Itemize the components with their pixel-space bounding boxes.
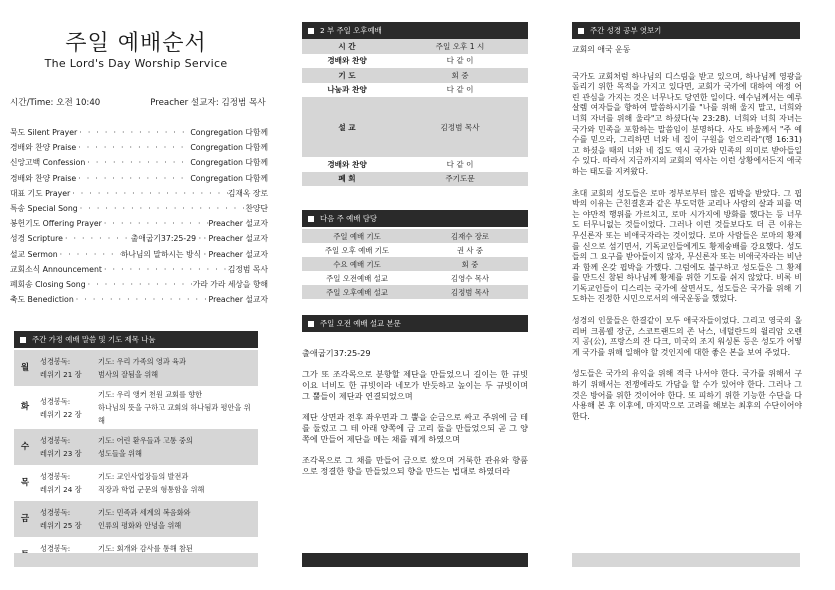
order-item-name: 대표 기도 Prayer (10, 188, 71, 198)
square-bullet-icon (578, 28, 584, 34)
prayer-line: 직장과 학업 군문의 형통함을 위해 (98, 485, 205, 494)
duty-role: 주일 오후예배 설교 (302, 285, 412, 299)
service-leader: 다 같 이 (446, 56, 474, 66)
square-bullet-icon (308, 28, 314, 34)
next-week-row (302, 229, 528, 243)
leader-dots (77, 128, 190, 137)
order-item-leader: Congregation 다함께 (190, 173, 268, 183)
service-part: 시 간 (302, 39, 392, 54)
service-leader: 다 같 이 (446, 159, 474, 169)
prayer-line: 기도: 교인사업장들의 발전과 (98, 472, 189, 481)
order-item-name: 폐회송 Closing Song (10, 279, 86, 289)
reading-label: 성경봉독: (40, 396, 71, 406)
order-item-leader: Preacher 설교자 (208, 219, 268, 229)
devotion-heading (14, 331, 258, 348)
square-bullet-icon (308, 321, 314, 327)
leader-dots (76, 143, 190, 152)
devotion-day: 수 (14, 429, 36, 465)
devotion-reading (36, 350, 94, 386)
order-item-leader: 김정범 목사 (227, 264, 268, 274)
leader-dots (70, 189, 228, 198)
evening-service-heading-text: 2 부 주일 오후예배 (320, 26, 382, 35)
order-item-name: 특송 Special Song (10, 204, 78, 214)
service-leader: 주일 오후 1 시 (392, 39, 528, 54)
worship-order-item (10, 216, 268, 231)
bible-study-heading (572, 22, 800, 39)
study-paragraph: 국가도 교회처럼 하나님의 디스림을 받고 있으며, 하나님께 영광을 돌리기 위한 목적을 가지고 있다면, 교회가 국가에 대하여 애정 어린 관심을 가지는 것은 너무나도 당연한 일이다. 예수님께서는 예루살렘 여자들을 향하여 말씀하시기를 "나를 위해 울지 말고, 너희와 너희 자녀를 위해 울라"고 하셨다(눅 23:28). 너희와 너희 자녀는 국가와 민족을 포함하는 말씀임이 분명하다. 사도 바울께서 "주 예수를 믿으라, 그리하면 너와 네 집이 구원을 얻으리라"(행 16:31)고 하셨을 때의 너와 네 집도 역시 국가와 민족의 의미로 받아들일 수 있다. 따라서 지금까지의 교회의 역사는 이런 상황에서든지 애국하는 태도를 지켜왔다. (572, 71, 802, 176)
leader-dots (58, 250, 121, 259)
service-leader: 다 같 이 (446, 85, 474, 95)
leader-dots (102, 265, 228, 274)
worship-order-item (10, 292, 268, 307)
devotion-row (14, 501, 258, 537)
reading-label: 성경봉독: (40, 544, 71, 553)
square-bullet-icon (20, 337, 26, 343)
evening-service-row (302, 54, 528, 69)
prayer-line: 하나님의 뜻을 구하고 교회의 하나됨과 평안을 위해 (98, 403, 251, 425)
next-week-row (302, 257, 528, 271)
worship-order-list (10, 125, 268, 307)
order-item-name: 성경 Scripture (10, 234, 63, 244)
next-week-row (302, 271, 528, 285)
service-part: 기 도 (302, 68, 392, 83)
reading-label: 성경봉독: (40, 357, 71, 366)
sermon-paragraph: 제단 상면과 전후 좌우면과 그 뿔을 순금으로 싸고 주위에 금 테를 둘렀고 그 테 아래 양쪽에 금 고리 둘을 만들었으되 곧 그 양쪽에 만들어 제단을 메는 채를 꿰게 하였으며 (302, 412, 528, 444)
service-part: 나눔과 찬양 (327, 85, 367, 95)
service-leader: 김정범 목사 (392, 97, 528, 157)
order-item-name: 신앙고백 Confession (10, 158, 86, 168)
duty-person: 김정범 목사 (412, 285, 528, 299)
evening-service-row (302, 172, 528, 187)
worship-order-item (10, 201, 268, 216)
prayer-line: 기도: 민족과 세계의 복음화와 (98, 508, 191, 517)
prayer-line: 기도: 회개와 감사를 통해 참된 (98, 544, 193, 553)
evening-service-row (302, 97, 528, 157)
leader-dots (63, 234, 131, 243)
sermon-paragraph: 조각목으로 그 채를 만들어 금으로 쌌으며 거룩한 관유와 향품으로 정결한 향을 만들었으되 향을 만드는 법대로 하였더라 (302, 455, 528, 476)
next-week-table (302, 229, 528, 299)
worship-order-item (10, 125, 268, 140)
worship-order-item (10, 155, 268, 170)
prayer-line: 기도: 우리 앵커 천원 교회를 향한 (98, 390, 203, 399)
reading-passage: 레위기 21 장 (40, 370, 82, 379)
preacher-name: Preacher 설교자: 김정범 목사 (150, 98, 266, 108)
evening-service-table (302, 39, 528, 186)
devotion-reading (36, 386, 94, 429)
service-time-line (10, 96, 268, 108)
order-item-name: 설교 Sermon (10, 249, 58, 259)
devotion-heading-text: 주간 가정 예배 말씀 및 기도 제목 나눔 (32, 335, 156, 344)
prayer-line: 기도: 어린 환우들과 고통 중의 (98, 436, 193, 445)
leader-dots (74, 295, 209, 304)
worship-order-item (10, 247, 268, 262)
duty-role: 주일 오전예배 설교 (326, 273, 388, 283)
duty-role: 주일 오후 예배 기도 (324, 245, 390, 255)
duty-person: 회 중 (412, 257, 528, 271)
evening-service-row (302, 68, 528, 83)
order-item-leader: Congregation 다함께 (190, 143, 268, 153)
order-item-name: 교회소식 Announcement (10, 264, 102, 274)
study-paragraph: 성도들은 국가의 유익을 위해 적극 나서야 한다. 국가를 위해서 구하기 위해서는 전쟁에라도 가담을 할 수가 있어야 한다. 그러나 그것은 방어를 위한 것이어야 한다. 또 피하기 위한 기능한 수단을 다 사용해 본 후 이후에, 마지막으로 고려를 해보는 최후의 수단이어야 한다. (572, 369, 802, 421)
devotion-day: 금 (14, 501, 36, 537)
leader-dots (86, 280, 193, 289)
service-part: 경배와 찬양 (327, 159, 367, 169)
worship-order-item (10, 231, 268, 246)
devotion-day: 목 (20, 477, 30, 488)
page-subtitle: The Lord's Day Worship Service (44, 57, 228, 70)
order-item-name: 경배와 찬양 Praise (10, 173, 77, 183)
prayer-line: 인류의 평화와 안녕을 위해 (98, 521, 182, 530)
service-part: 폐 회 (302, 172, 392, 187)
devotion-prayer (94, 429, 258, 465)
duty-person: 김재수 장로 (412, 229, 528, 243)
devotion-row (14, 386, 258, 429)
study-topic: 교회의 애국 운동 (572, 45, 631, 54)
devotion-prayer (94, 465, 258, 501)
devotion-prayer (94, 386, 258, 429)
worship-order-item (10, 171, 268, 186)
evening-service-heading (302, 22, 528, 39)
order-item-leader: 가라 가라 세상을 향해 (192, 279, 268, 289)
order-item-leader: 찬양단 (245, 204, 268, 214)
sermon-paragraph: 그가 또 조각목으로 분향할 제단을 만들었으니 길이는 한 규빗이요 너비도 한 규빗이라 네모가 반듯하고 높이는 두 규빗이며 그 뿔들이 제단과 연결되었으며 (302, 369, 528, 401)
worship-order-item (10, 186, 268, 201)
next-week-heading-text: 다음 주 예배 담당 (320, 214, 378, 223)
duty-person: 김영수 목사 (450, 273, 490, 283)
reading-passage: 레위기 22 장 (40, 409, 82, 419)
order-item-leader: Congregation 다함께 (190, 158, 268, 168)
service-part: 경배와 찬양 (327, 56, 367, 66)
prayer-line: 성도들을 위해 (98, 449, 142, 458)
leader-dots (85, 158, 190, 167)
order-item-name: 묵도 Silent Prayer (10, 128, 78, 138)
worship-order-item (10, 277, 268, 292)
reading-label: 성경봉독: (40, 508, 71, 517)
devotion-reading (36, 465, 94, 501)
devotion-reading (36, 501, 94, 537)
bible-study-text (572, 45, 802, 433)
reading-passage: 레위기 23 장 (40, 449, 82, 458)
prayer-line: 기도: 우리 가족의 영과 육과 (98, 357, 186, 366)
leader-dots (76, 174, 190, 183)
sermon-text-heading (302, 315, 528, 332)
devotion-day: 월 (14, 350, 36, 386)
footer-bar (14, 553, 258, 567)
order-item-leader: 김재옥 장로 (227, 188, 268, 198)
order-item-name: 경배와 찬양 Praise (10, 143, 77, 153)
leader-dots (102, 219, 209, 228)
reading-label: 성경봉독: (40, 472, 71, 481)
devotion-prayer (94, 501, 258, 537)
bible-study-heading-text: 주간 성경 공부 엿보기 (590, 26, 662, 35)
reading-passage: 레위기 25 장 (40, 521, 82, 530)
study-paragraph: 초대 교회의 성도들은 로마 정부로부터 많은 핍박을 받았다. 그 핍박의 이유는 근친결혼과 같은 부도덕한 교리나 사람의 살과 피를 먹는 야만적 행위를 가르치고, 로마 시가지에 방화를 했다는 등 너무도 터무니없는 것들이었다. 그러나 이런 것들보다도 더 큰 이유는 무신론자 또는 비애국자라는 것이었다. 로마 사람들은 로마의 황제를 신으로 섬기면서, 기독교인들에게도 황제숭배를 강요했다. 성도들의 그 요구를 받아들이지 않자, 무신론자 또는 비애국자라는 비난과 함께 온갖 핍박을 가했다. 그럼에도 불구하고 성도들은 그 황제를 만드신 참된 하나님께 황제를 위한 기도를 쉬지 않았다. 비록 비기독교인들이 디스리는 국가에 살면서도, 성도들은 국가를 위해 기도하는 진정한 시민으로서의 애국운동을 했었다. (572, 188, 802, 304)
devotion-row (14, 350, 258, 386)
devotion-row (14, 429, 258, 465)
evening-service-row (302, 83, 528, 98)
sermon-text-heading-text: 주일 오전 예배 설교 본문 (320, 319, 401, 328)
square-bullet-icon (308, 216, 314, 222)
next-week-row (302, 285, 528, 299)
devotion-table (14, 350, 258, 573)
leader-dots (78, 204, 246, 213)
order-item-name: 축도 Benediction (10, 295, 74, 305)
order-item-leader: 하나님의 말하시는 방식 · Preacher 설교자 (120, 249, 268, 259)
worship-order-item (10, 140, 268, 155)
service-leader: 회 중 (392, 68, 528, 83)
footer-bar (572, 553, 800, 567)
service-part: 설 교 (302, 97, 392, 157)
evening-service-row (302, 157, 528, 172)
sermon-text (302, 348, 528, 487)
page-title: 주일 예배순서 (65, 31, 207, 56)
devotion-reading (36, 429, 94, 465)
order-item-leader: Congregation 다함께 (190, 128, 268, 138)
devotion-prayer (94, 350, 258, 386)
duty-role: 수요 예배 기도 (302, 257, 412, 271)
service-time: 시간/Time: 오전 10:40 (10, 98, 101, 108)
order-item-name: 봉헌기도 Offering Prayer (10, 219, 102, 229)
duty-person: 권 사 중 (456, 245, 484, 255)
footer-bar (302, 553, 528, 567)
prayer-line: 범사의 잘됨을 위해 (98, 370, 159, 379)
reading-label: 성경봉독: (40, 436, 71, 445)
next-week-row (302, 243, 528, 257)
evening-service-row (302, 39, 528, 54)
duty-role: 주일 예배 기도 (302, 229, 412, 243)
order-item-leader: Preacher 설교자 (208, 295, 268, 305)
reading-passage: 레위기 24 장 (40, 485, 82, 494)
next-week-heading (302, 210, 528, 227)
sermon-reference: 출애굽기37:25-29 (302, 348, 371, 358)
worship-order-item (10, 262, 268, 277)
study-paragraph: 성경의 인물들은 한결같이 모두 애국자들이었다. 그리고 영국의 올리버 크롬웰 장군, 스코트랜드의 존 낙스, 네덜란드의 윌리암 오렌지 공(公), 프랑스의 잔 다크, 미국의 조지 워싱톤 등은 성도가 어떻게 국가를 위해 일해야 할 것인지에 대한 좋은 본을 보여 주었다. (572, 316, 802, 357)
order-item-leader: 출애굽기37:25-29 · · Preacher 설교자 (130, 234, 268, 244)
service-leader: 주기도문 (392, 172, 528, 187)
devotion-day: 화 (20, 402, 30, 412)
devotion-row (14, 465, 258, 501)
